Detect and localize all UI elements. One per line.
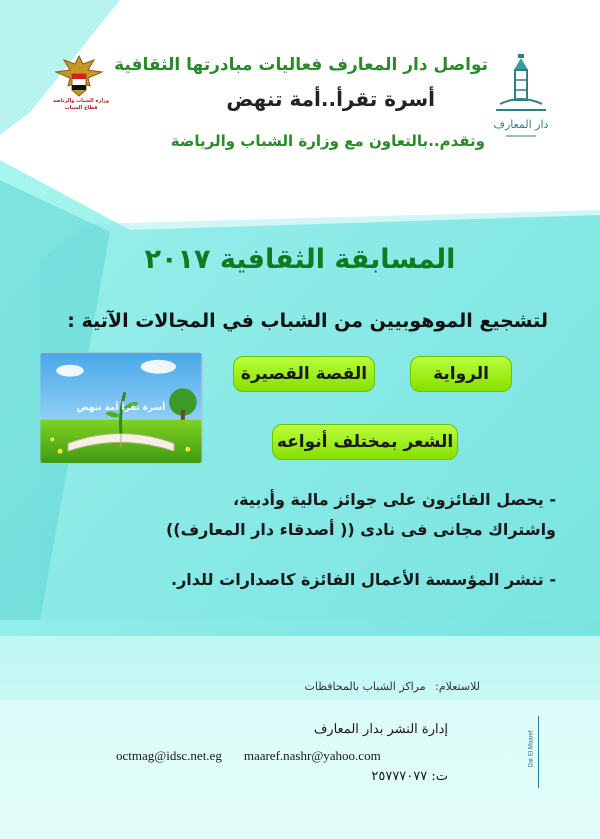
inquiry-label: للاستعلام: (435, 680, 480, 693)
email-link[interactable]: maaref.nashr@yahoo.com (243, 748, 381, 763)
benefit-prizes: - يحصل الفائزون على جوائز مالية وأدبية، (233, 490, 556, 509)
header-slogan: أسرة تقرأ..أمة تنهض (226, 87, 435, 111)
dar-maaref-logo-text: دار المعارف (493, 118, 549, 131)
dar-maaref-logo (492, 52, 550, 148)
ministry-caption (42, 98, 120, 112)
field-novel-badge: الرواية (410, 356, 512, 392)
vertical-publisher-tag-text: Dar El Maaref (528, 730, 535, 768)
header-line-initiative: تواصل دار المعارف فعاليات مبادرتها الثقافية (114, 55, 488, 75)
ministry-caption-line: وزارة الشباب والرياضة (52, 98, 110, 104)
vertical-publisher-tag (528, 716, 552, 788)
competition-title: المسابقة الثقافية ٢٠١٧ (144, 244, 456, 275)
competition-intro: لتشجيع الموهوبيين من الشباب في المجالات الآتية : (67, 310, 548, 332)
ministry-caption-line: قطاع الشباب (64, 105, 98, 111)
inquiry-line (305, 680, 480, 693)
contact-phone: ت: ٢٥٧٧٧٠٧٧ (371, 769, 448, 784)
publishing-department: إدارة النشر بدار المعارف (313, 722, 448, 737)
inquiry-value: مراكز الشباب بالمحافظات (304, 680, 426, 693)
field-poetry-badge: الشعر بمختلف أنواعه (272, 424, 458, 460)
email-link[interactable]: octmag@idsc.net.eg (116, 748, 222, 763)
book-image-caption: أسرة تقرأ أمة تنهض (76, 402, 166, 413)
contact-emails (116, 748, 381, 764)
benefit-club-membership: واشتراك مجانى فى نادى (( أصدقاء دار المعارف)) (165, 520, 556, 539)
field-short-story-badge: القصة القصيرة (233, 356, 375, 392)
header-line-partnership: وتقدم..بالتعاون مع وزارة الشباب والرياضة (170, 132, 485, 150)
benefit-publication: - تنشر المؤسسة الأعمال الفائزة كاصدارات للدار. (171, 570, 556, 589)
open-book-illustration (39, 352, 203, 464)
